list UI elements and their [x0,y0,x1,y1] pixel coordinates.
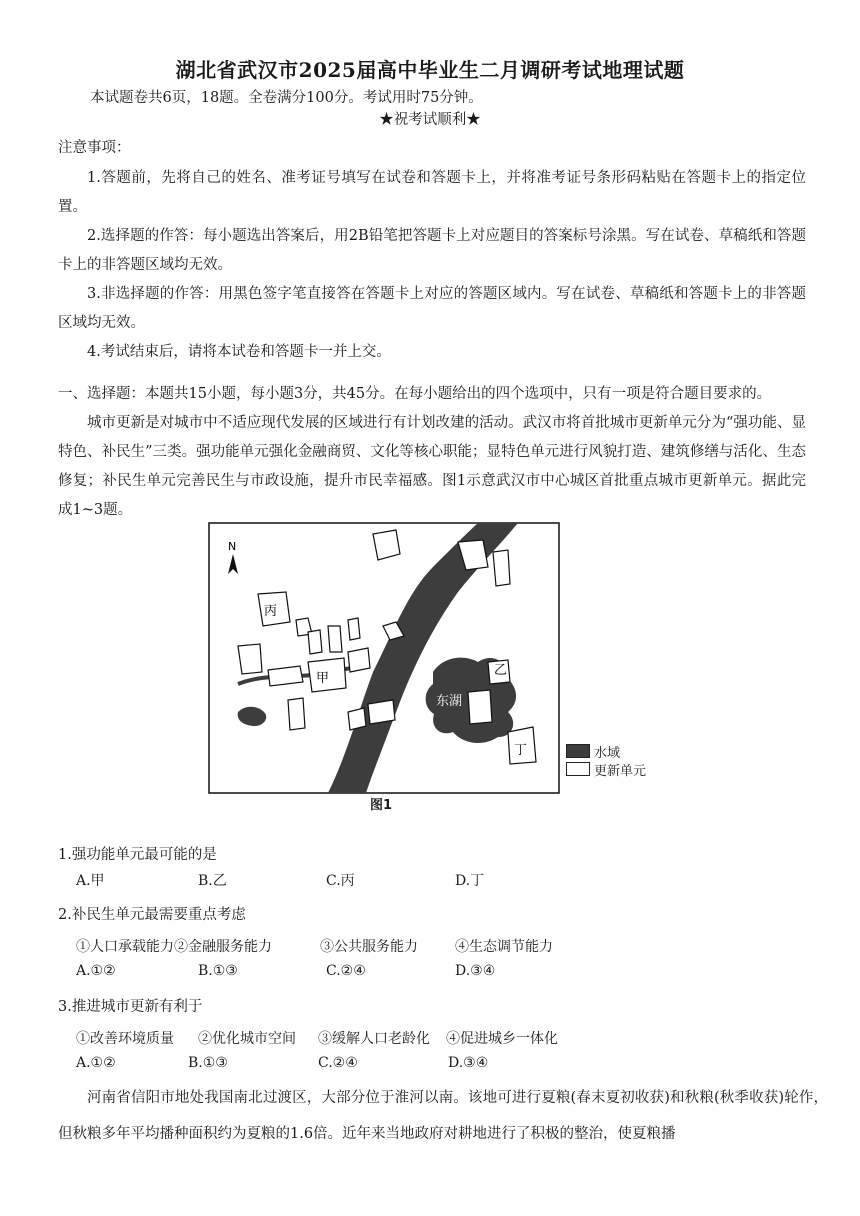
north-label: N [228,540,237,553]
passage-1: 城市更新是对城市中不适应现代发展的区域进行有计划改建的活动。武汉市将首批城市更新单元分为“强功能、显特色、补民生”三类。强功能单元强化金融商贸、文化等核心职能；显特色单元进行风貌打造、建筑修缮与活化、生态修复；补民生单元完善民生与市政设施，提升市民幸福感。图1示意武汉市中心城区首批重点城市更新单元。据此完成1~3题。 [58,415,806,518]
map-label-ding: 丁 [514,743,528,758]
q2-option-b: B.①③ [198,963,238,979]
notice-1: 1.答题前，先将自己的姓名、准考证号填写在试卷和答题卡上，并将准考证号条形码粘贴在答题卡上的指定位置。 [58,170,806,215]
unit-swatch [566,762,590,776]
q3-item-4: ④促进城乡一体化 [446,1031,558,1047]
notice-heading: 注意事项： [58,140,131,156]
section-heading: 一、选择题：本题共15小题，每小题3分，共45分。在每小题给出的四个选项中，只有一项是符合题目要求的。 [58,386,772,402]
legend-water: 水域 [594,745,621,761]
page-title: 湖北省武汉市2025届高中毕业生二月调研考试地理试题 [175,58,685,82]
passage-2: 河南省信阳市地处我国南北过渡区，大部分位于淮河以南。该地可进行夏粮(春末夏初收获)和秋粮(秋季收获)轮作，但秋粮多年平均播种面积约为夏粮的1.6倍。近年来当地政府对耕地进行了积极的整治，使夏粮播 [58,1090,828,1142]
legend-unit: 更新单元 [594,763,647,779]
map-legend [566,742,646,778]
map-label-donghu: 东湖 [436,694,463,709]
wuhan-map [208,522,560,794]
q2-item-2: ③公共服务能力 [320,939,418,955]
q2-option-c: C.②④ [326,963,366,979]
map-label-bing: 丙 [264,604,278,619]
q1-option-c: C.丙 [326,873,355,889]
q3-option-b: B.①③ [188,1055,228,1071]
q3-option-c: C.②④ [318,1055,358,1071]
q2-option-d: D.③④ [455,963,496,979]
q2-item-1: ①人口承载能力②金融服务能力 [76,939,272,955]
q1-stem: 1.强功能单元最可能的是 [58,847,217,863]
q2-option-a: A.①② [76,963,116,979]
q3-item-1: ①改善环境质量 [76,1031,174,1047]
q2-item-3: ④生态调节能力 [455,939,553,955]
q3-item-2: ②优化城市空间 [198,1031,296,1047]
notice-4: 4.考试结束后，请将本试卷和答题卡一并上交。 [87,344,391,360]
q3-item-3: ③缓解人口老龄化 [318,1031,430,1047]
notice-3: 3.非选择题的作答：用黑色签字笔直接答在答题卡上对应的答题区域内。写在试卷、草稿纸和答题卡上的非答题区域均无效。 [58,286,806,331]
q2-stem: 2.补民生单元最需要重点考虑 [58,907,246,923]
q1-option-d: D.丁 [455,873,485,889]
q3-option-a: A.①② [76,1055,116,1071]
q3-stem: 3.推进城市更新有利于 [58,999,203,1015]
notice-2: 2.选择题的作答：每小题选出答案后，用2B铅笔把答题卡上对应题目的答案标号涂黑。写在试卷、草稿纸和答题卡上的非答题区域均无效。 [58,228,806,273]
q1-option-b: B.乙 [198,873,227,889]
exam-wish: ★祝考试顺利★ [379,112,481,128]
water-swatch [566,744,590,758]
map-label-jiang: 江 [363,631,377,646]
figure-caption: 图1 [370,798,393,813]
map-label-yi: 乙 [494,663,508,678]
q1-option-a: A.甲 [76,873,105,889]
q3-option-d: D.③④ [448,1055,489,1071]
map-label-jia: 甲 [316,671,330,686]
map-label-chang: 长 [354,651,368,666]
exam-intro: 本试题卷共6页，18题。全卷满分100分。考试用时75分钟。 [90,90,483,106]
